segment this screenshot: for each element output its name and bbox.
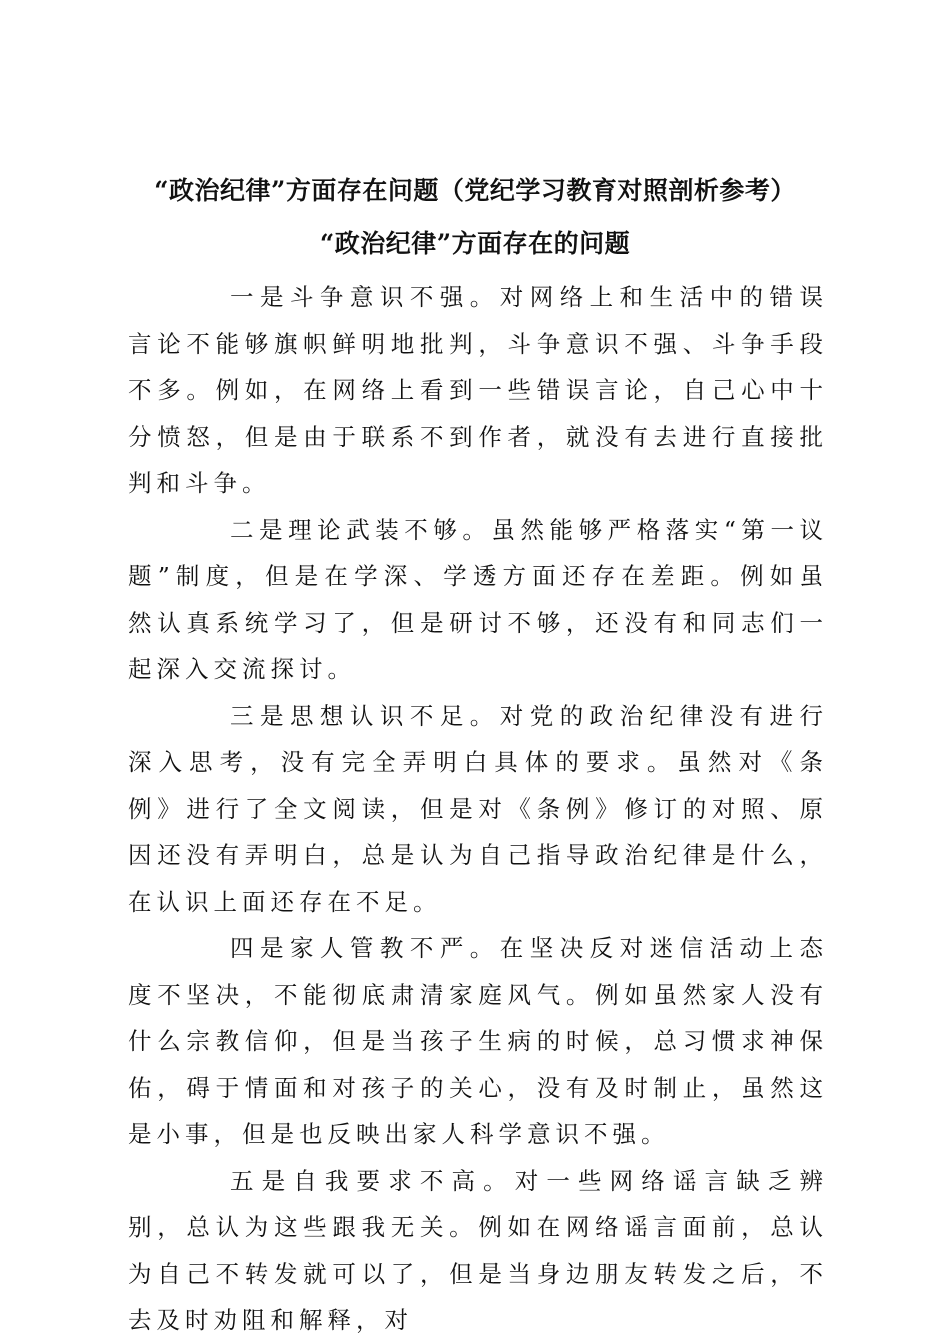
paragraph-2: 二是理论武装不够。虽然能够严格落实“第一议题”制度，但是在学深、学透方面还存在差距。例如虽然认真系统学习了，但是研讨不够，还没有和同志们一起深入交流探讨。 xyxy=(128,515,828,683)
paragraph-1: 一是斗争意识不强。对网络上和生活中的错误言论不能够旗帜鲜明地批判，斗争意识不强、斗争手段不多。例如，在网络上看到一些错误言论，自己心中十分愤怒，但是由于联系不到作者，就没有去进行直接批判和斗争。 xyxy=(128,283,828,497)
document-subtitle: “政治纪律”方面存在的问题 xyxy=(319,229,631,258)
paragraph-3: 三是思想认识不足。对党的政治纪律没有进行深入思考，没有完全弄明白具体的要求。虽然对《条例》进行了全文阅读，但是对《条例》修订的对照、原因还没有弄明白，总是认为自己指导政治纪律是什么，在认识上面还存在不足。 xyxy=(128,701,828,916)
paragraph-4: 四是家人管教不严。在坚决反对迷信活动上态度不坚决，不能彻底肃清家庭风气。例如虽然家人没有什么宗教信仰，但是当孩子生病的时候，总习惯求神保佑，碍于情面和对孩子的关心，没有及时制止，虽然这是小事，但是也反映出家人科学意识不强。 xyxy=(128,934,828,1148)
document-body xyxy=(128,274,828,1344)
paragraph-5: 五是自我要求不高。对一些网络谣言缺乏辨别，总认为这些跟我无关。例如在网络谣言面前，总认为自己不转发就可以了，但是当身边朋友转发之后，不去及时劝阻和解释，对 xyxy=(128,1166,828,1334)
document-title: “政治纪律”方面存在问题（党纪学习教育对照剖析参考） xyxy=(154,176,796,205)
